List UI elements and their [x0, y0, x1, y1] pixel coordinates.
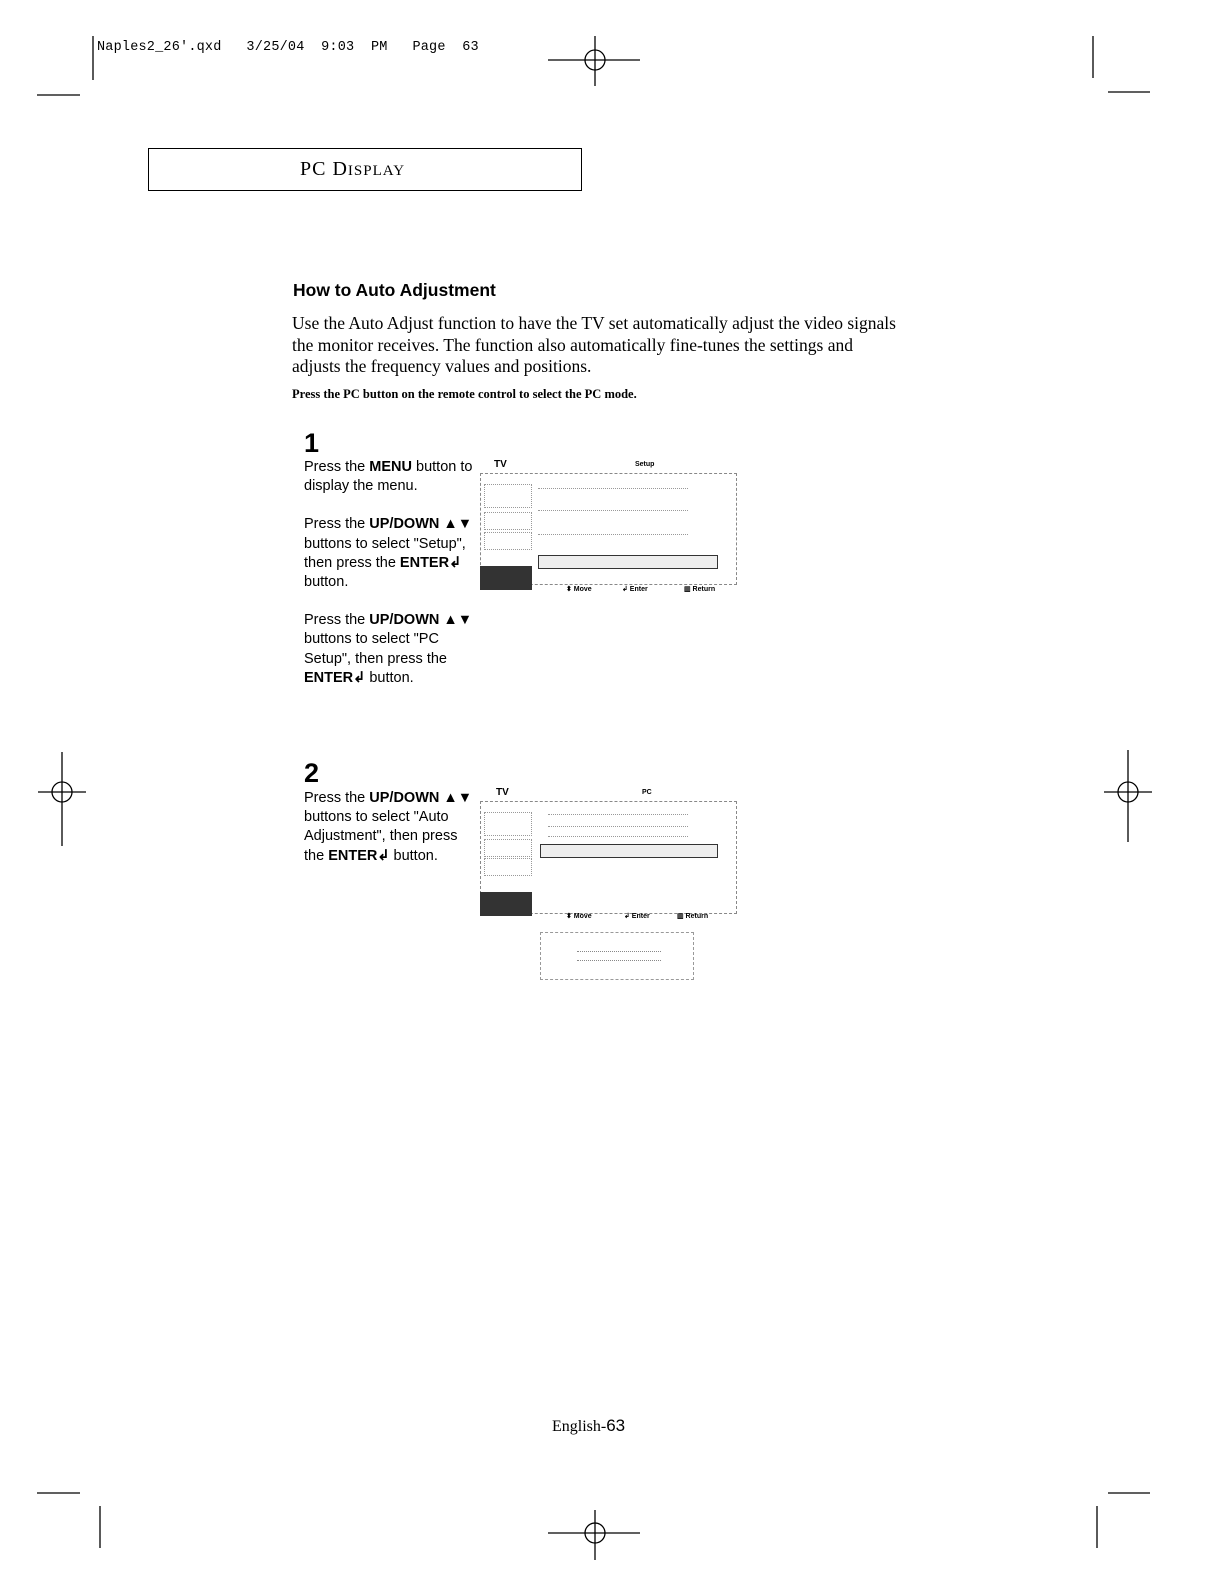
- osd-menu-row: [538, 534, 688, 539]
- step2-instructions: [304, 789, 474, 885]
- pc-menu-screenshot: [480, 784, 740, 924]
- osd-menu-title: Setup: [635, 461, 655, 468]
- popup-message-graphic: [577, 951, 661, 961]
- osd-menu-title: PC: [642, 789, 652, 796]
- osd-menu-row: [548, 814, 688, 819]
- osd-nav-enter: ↲ Enter: [624, 913, 650, 920]
- osd-nav-move: ⬍ Move: [566, 913, 592, 920]
- pc-mode-note: Press the PC button on the remote control to select the PC mode.: [292, 387, 637, 401]
- osd-side-icon: [484, 812, 532, 836]
- step1-para-1: Press the MENU button to display the menu.: [304, 459, 473, 495]
- intro-line: adjusts the frequency values and positions.: [292, 356, 592, 376]
- osd-highlight-bar: [540, 844, 718, 858]
- osd-tv-label: TV: [494, 459, 507, 470]
- osd-side-icon: [484, 512, 532, 530]
- osd-side-icon: [484, 484, 532, 508]
- page-title: PC DISPLAY: [300, 158, 406, 180]
- intro-paragraph: [292, 313, 982, 378]
- osd-nav-move: ⬍ Move: [566, 586, 592, 593]
- setup-menu-screenshot: [480, 456, 740, 598]
- auto-adjust-popup: [540, 932, 694, 980]
- osd-tv-label: TV: [496, 787, 509, 798]
- osd-nav-return: ▥ Return: [684, 586, 716, 593]
- osd-menu-row: [548, 836, 688, 841]
- section-heading: How to Auto Adjustment: [293, 280, 496, 300]
- osd-side-icon: [484, 858, 532, 876]
- osd-menu-row: [538, 488, 688, 493]
- step-number-1: 1: [304, 428, 320, 458]
- intro-line: Use the Auto Adjust function to have the TV set automatically adjust the video signals: [292, 313, 896, 333]
- print-slug-line: Naples2_26'.qxd 3/25/04 9:03 PM Page 63: [97, 40, 479, 55]
- intro-line: the monitor receives. The function also automatically fine-tunes the settings and: [292, 334, 853, 355]
- step1-para-3: Press the UP/DOWN ▲▼ buttons to select "PC Setup", then press the ENTER↲ button.: [304, 612, 473, 686]
- osd-nav-return: ▥ Return: [677, 913, 709, 920]
- osd-side-icon: [484, 839, 532, 857]
- osd-setup-icon-selected: [480, 892, 532, 916]
- step-number-2: 2: [304, 758, 320, 788]
- step1-instructions: [304, 458, 474, 707]
- page-footer: English-63: [552, 1416, 626, 1435]
- osd-setup-icon-selected: [480, 566, 532, 590]
- step2-para-1: Press the UP/DOWN ▲▼ buttons to select "Auto Adjustment", then press the ENTER↲ button.: [304, 790, 473, 864]
- osd-highlight-bar: [538, 555, 718, 569]
- osd-side-icon: [484, 532, 532, 550]
- step1-para-2: Press the UP/DOWN ▲▼ buttons to select "Setup", then press the ENTER↲ button.: [304, 516, 473, 591]
- osd-menu-row: [548, 826, 688, 831]
- osd-menu-row: [538, 510, 688, 515]
- osd-nav-enter: ↲ Enter: [622, 586, 648, 593]
